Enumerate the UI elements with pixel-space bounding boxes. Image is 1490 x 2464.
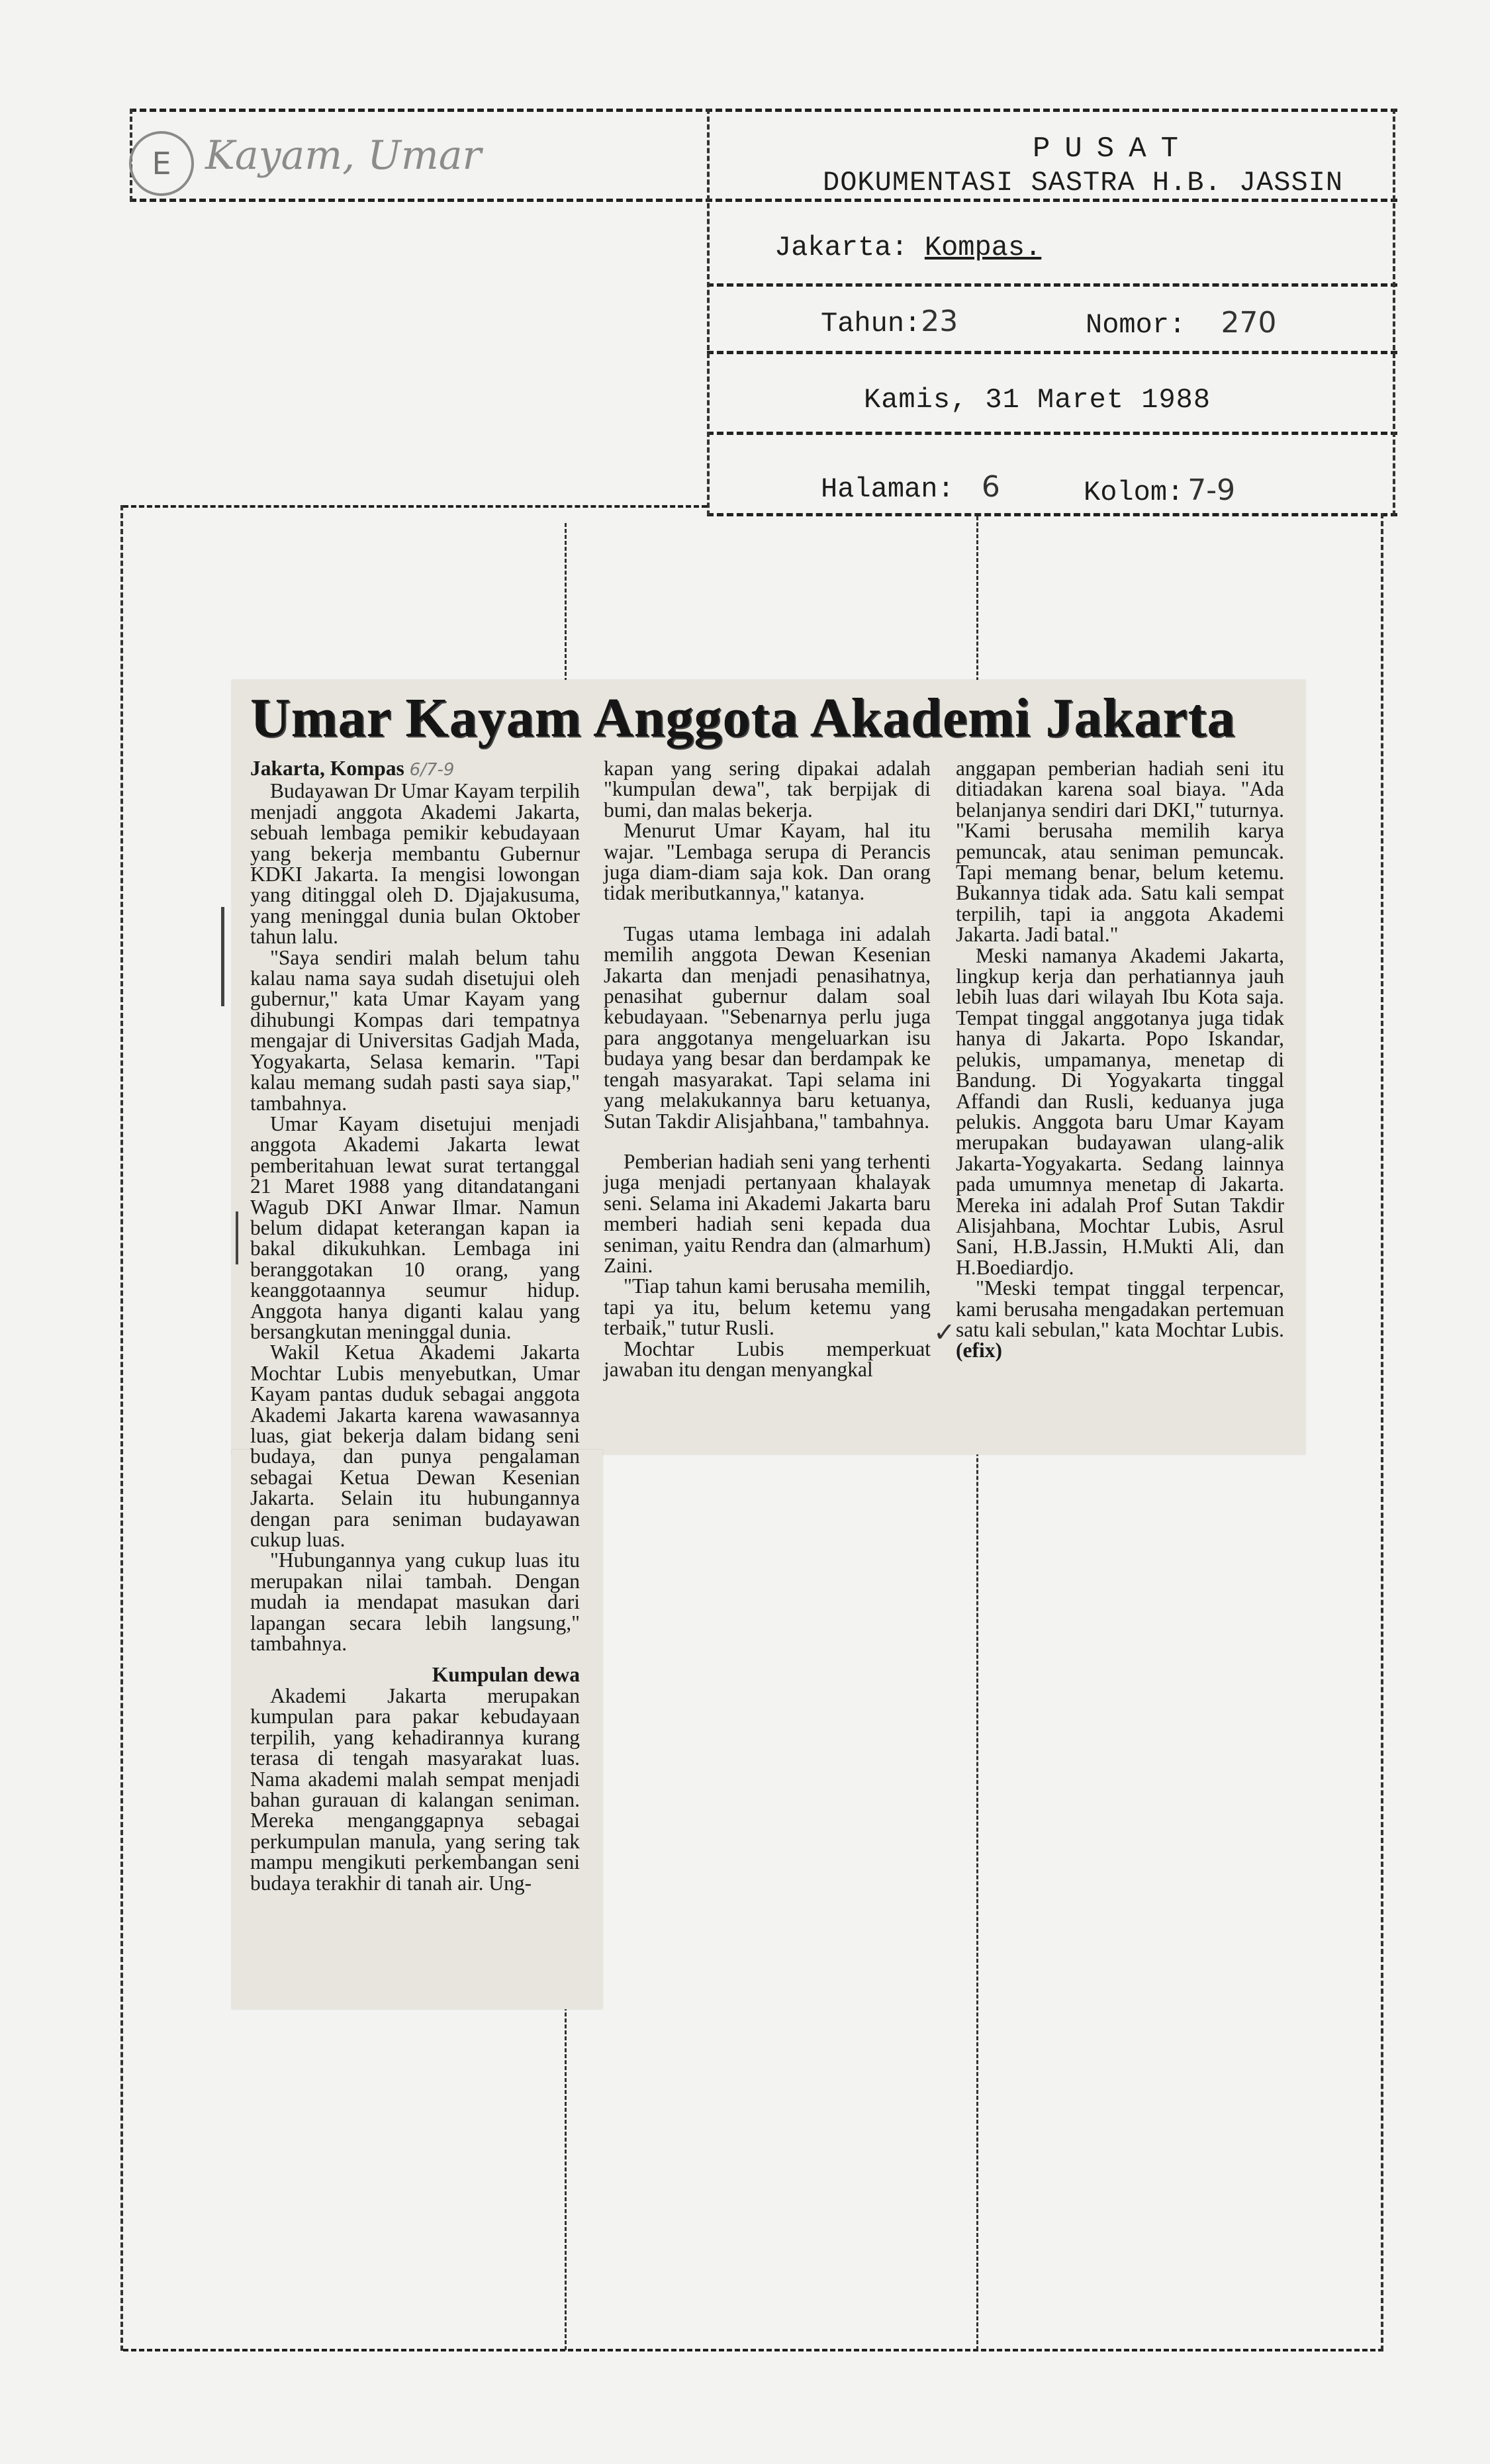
form-right-line: [1393, 109, 1395, 516]
handwritten-category-circle: [129, 131, 194, 196]
dateline-text: Jakarta, Kompas: [250, 757, 404, 780]
col3-paragraph: Meski namanya Akademi Jakarta, lingkup kerja dan perhatiannya jauh lebih luas dari wilayah Ibu Kota saja. Tempat tinggal anggotanya juga tidak hanya di Jakarta. Popo Iskandar, pelukis, umpamanya, menetap di Bandung. Di Yogyakarta tinggal Affandi dan Rusli, keduanya juga pelukis. Anggota baru Umar Kayam merupakan budayawan ulang-alik Jakarta-Yogyakarta. Sedang lainnya pada umumnya menetap di Jakarta. Mereka ini adalah Prof Sutan Takdir Alisjahbana, Mochtar Lubis, Asrul Sani, H.B.Jassin, H.Mukti Ali, dan H.Boediardjo.: [956, 943, 1284, 1279]
header-institution: DOKUMENTASI SASTRA H.B. JASSIN: [823, 167, 1344, 199]
margin-pencil-mark: [221, 907, 224, 1006]
header-pusat: PUSAT: [1033, 132, 1193, 166]
col1-paragraph: Wakil Ketua Akademi Jakarta Mochtar Lubis menyebutkan, Umar Kayam pantas duduk sebagai anggota Akademi Jakarta karena wawasannya luas, giat bekerja dalam bidang seni budaya, dan punya pengalaman sebagai Ketua Dewan Kesenian Jakarta. Selain itu hubungannya dengan para seniman budayawan cukup luas.: [250, 1341, 580, 1552]
form-center-line: [707, 109, 710, 516]
checkmark-pencil-mark: ✓: [933, 1317, 956, 1348]
col3-paragraph: [956, 1278, 1284, 1361]
tahun-field: [821, 305, 958, 340]
col1-paragraph: Akademi Jakarta merupakan kumpulan para pakar kebudayaan terpilih, yang kehadirannya kurang terasa di tengah masyarakat luas. Nama akademi malah sempat menjadi bahan gurauan di kalangan seniman. Mereka menganggapnya sebagai perkumpulan manula, yang sering tak mampu mengikuti perkembangan seni budaya terakhir di tanah air. Ung-: [250, 1683, 580, 1895]
nomor-field: [1086, 306, 1276, 341]
article-subheading: Kumpulan dewa: [432, 1663, 580, 1687]
nomor-value: 270: [1221, 306, 1277, 340]
article-column-2: [604, 758, 931, 1380]
col1-paragraph: Budayawan Dr Umar Kayam terpilih menjadi anggota Akademi Jakarta, sebuah lembaga pemikir kebudayaan yang bekerja membantu Gubernur KDKI Jakarta. Ia mengisi lowongan yang ditinggal oleh D. Djajakusuma, yang meninggal dunia bulan Oktober tahun lalu.: [250, 779, 580, 949]
form-top-line: [130, 109, 1397, 112]
col2-paragraph: Mochtar Lubis memperkuat jawaban itu dengan menyangkal: [604, 1337, 931, 1381]
col2-paragraph: "Tiap tahun kami berusaha memilih, tapi ya itu, belum ketemu yang terbaik," tutur Rusli.: [604, 1274, 931, 1340]
article-column-3: [956, 758, 1284, 1361]
clip-area-top-line: [123, 505, 707, 508]
col1-paragraph: Umar Kayam disetujui menjadi anggota Akademi Jakarta lewat pemberitahuan lewat surat tertanggal 21 Maret 1988 yang ditandatangani Wagub DKI Anwar Ilmar. Namun belum didapat keterangan kapan ia bakal dikukuhkan. Lembaga ini beranggotakan 10 orang, yang keanggotaannya seumur hidup. Anggota hanya diganti kalau yang bersangkutan meninggal dunia.: [250, 1112, 580, 1343]
nomor-label: Nomor:: [1086, 309, 1186, 341]
kolom-field: [1084, 473, 1235, 508]
margin-pencil-mark: [236, 1211, 238, 1264]
col2-paragraph: Tugas utama lembaga ini adalah memilih anggota Dewan Kesenian Jakarta dan menjadi penasihatnya, penasihat gubernur dalam soal kebudayaan. "Sebenarnya perlu juga para anggotanya mengeluarkan isu budaya yang besar dan berdampak ke tengah masyarakat. Tapi selama ini yang melakukannya baru ketuanya, Sutan Takdir Alisjahbana," tambahnya.: [604, 922, 931, 1133]
city-label: Jakarta:: [774, 232, 908, 263]
handwritten-subject-name: Kayam, Umar: [205, 132, 482, 179]
publication-date: Kamis, 31 Maret 1988: [864, 384, 1211, 416]
form-line-2: [707, 283, 1397, 287]
col1-paragraph: "Saya sendiri malah belum tahu kalau nama saya sudah disetujui oleh gubernur," kata Umar Kayam yang dihubungi Kompas dari tempatnya mengajar di Universitas Gadjah Mada, Yogyakarta, Selasa kemarin. "Tapi kalau memang sudah pasti saya siap," tambahnya.: [250, 945, 580, 1115]
col3-closing-text: "Meski tempat tinggal terpencar, kami berusaha mengadakan pertemuan satu kali sebulan," kata Mochtar Lubis.: [956, 1276, 1284, 1341]
tahun-label: Tahun:: [821, 308, 921, 340]
form-line-5: [707, 513, 1397, 516]
kolom-label: Kolom:: [1084, 477, 1184, 508]
clip-area-left-line: [120, 505, 123, 2351]
halaman-field: [821, 470, 1000, 505]
col3-paragraph: anggapan pemberian hadiah seni itu ditiadakan karena soal biaya. "Ada belanjanya sendiri dari DKI," tuturnya. "Kami berusaha memilih karya pemuncak, atau seniman pemuncak. Tapi memang benar, belum ketemu. Bukannya tidak ada. Satu kali sempat terpilih, tapi ia anggota Akademi Jakarta. Jadi batal.": [956, 757, 1284, 947]
article-column-1: [250, 758, 580, 1893]
handwritten-column-mark: 6/7-9: [409, 760, 455, 780]
newspaper-name: Kompas.: [924, 232, 1042, 263]
form-line-1: [130, 199, 1397, 202]
tahun-value: 23: [921, 305, 958, 338]
header-source: [774, 232, 1041, 263]
col2-paragraph: Menurut Umar Kayam, hal itu wajar. "Lembaga serupa di Perancis juga diam-diam saja kok. Dan orang tidak meributkannya," katanya.: [604, 819, 931, 905]
clip-area-right-line: [1381, 513, 1383, 2351]
form-line-3: [707, 351, 1397, 354]
dateline: [250, 758, 580, 781]
halaman-label: Halaman:: [821, 473, 955, 505]
article-headline: Umar Kayam Anggota Akademi Jakarta: [250, 687, 1236, 749]
col1-paragraph: "Hubungannya yang cukup luas itu merupakan nilai tambah. Dengan mudah ia mendapat masukan dari lapangan secara lebih langsung," tambahnya.: [250, 1548, 580, 1656]
col2-paragraph: Pemberian hadiah seni yang terhenti juga menjadi pertanyaan khalayak seni. Selama ini Akademi Jakarta baru memberi hadiah seni kepada dua seniman, yaitu Rendra dan (almarhum) Zaini.: [604, 1149, 931, 1277]
clip-area-bottom-line: [123, 2349, 1383, 2351]
handwritten-category: E: [152, 146, 171, 181]
author-signoff: (efix): [956, 1339, 1002, 1362]
kolom-value: 7-9: [1187, 473, 1236, 507]
col2-paragraph: kapan yang sering dipakai adalah "kumpulan dewa", tak berpijak di bumi, dan malas bekerja.: [604, 757, 931, 822]
halaman-value: 6: [981, 470, 1000, 504]
form-line-4: [707, 432, 1397, 435]
